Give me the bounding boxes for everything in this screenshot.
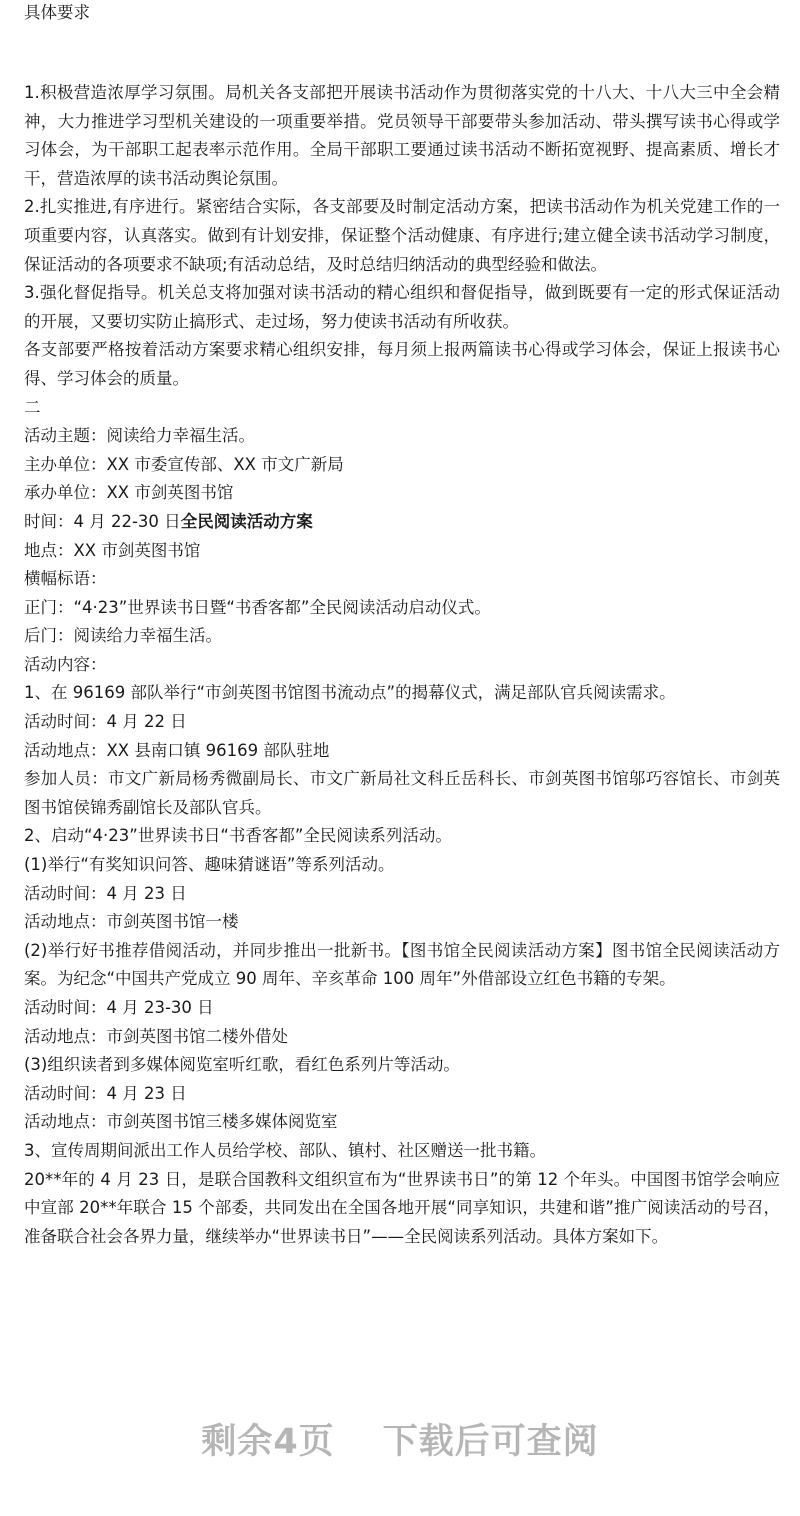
time-line — [24, 508, 780, 537]
location: 地点：XX 市剑英图书馆 — [24, 540, 201, 560]
paragraph: 活动地点：市剑英图书馆三楼多媒体阅览室 — [24, 1112, 338, 1132]
paragraph: 各支部要严格按着活动方案要求精心组织安排，每月须上报两篇读书心得或学习体会，保证上报读书心得、学习体会的质量。 — [24, 340, 780, 388]
section-number: 二 — [24, 397, 41, 417]
paragraph: 活动地点：市剑英图书馆一楼 — [24, 912, 239, 932]
download-prompt[interactable] — [0, 1414, 800, 1464]
paragraph: 3.强化督促指导。机关总支将加强对读书活动的精心组织和督促指导，做到既要有一定的形式保证活动的开展，又要切实防止搞形式、走过场，努力使读书活动有所收获。 — [24, 283, 780, 331]
paragraph: 2、启动“4·23”世界读书日“书香客都”全民阅读系列活动。 — [24, 826, 452, 846]
paragraph: 活动时间：4 月 22 日 — [24, 712, 187, 732]
document-body — [24, 79, 780, 1251]
paragraph: 2.扎实推进,有序进行。紧密结合实际，各支部要及时制定活动方案，把读书活动作为机关党建工作的一项重要内容，认真落实。做到有计划安排，保证整个活动健康、有序进行;建立健全读书活动学习制度，保证活动的各项要求不缺项;有活动总结，及时总结归纳活动的典型经验和做法。 — [24, 197, 780, 274]
banner-label: 横幅标语： — [24, 569, 107, 589]
paragraph: 活动时间：4 月 23-30 日 — [24, 998, 214, 1017]
paragraph: 活动时间：4 月 23 日 — [24, 1083, 187, 1103]
paragraph: (1)举行“有奖知识问答、趣味猜谜语”等系列活动。 — [24, 855, 395, 875]
remaining-pages-text: 剩余4页 — [201, 1422, 335, 1462]
organizer: 主办单位：XX 市委宣传部、XX 市文广新局 — [24, 454, 344, 474]
paragraph: 1.积极营造浓厚学习氛围。局机关各支部把开展读书活动作为贯彻落实党的十八大、十八大三中全会精神，大力推进学习型机关建设的一项重要举措。党员领导干部要带头参加活动、带头撰写读书心得或学习体会，为干部职工起表率示范作用。全局干部职工要通过读书活动不断拓宽视野、提高素质、增长才干，营造浓厚的读书活动舆论氛围。 — [24, 83, 780, 188]
document — [24, 0, 780, 1251]
plan-title: 全民阅读活动方案 — [180, 511, 313, 531]
paragraph: 活动时间：4 月 23 日 — [24, 883, 187, 903]
co-organizer: 承办单位：XX 市剑英图书馆 — [24, 483, 234, 503]
time-text: 时间：4 月 22-30 日 — [24, 511, 181, 531]
banner-front: 正门：“4·23”世界读书日暨“书香客都”全民阅读活动启动仪式。 — [24, 597, 491, 617]
paragraph: 活动地点：XX 县南口镇 96169 部队驻地 — [24, 740, 330, 760]
paragraph: 活动地点：市剑英图书馆二楼外借处 — [24, 1026, 288, 1046]
paragraph: 参加人员：市文广新局杨秀微副局长、市文广新局社文科丘岳科长、市剑英图书馆邬巧容馆长、市剑英图书馆侯锦秀副馆长及部队官兵。 — [24, 769, 780, 817]
paragraph: 3、宣传周期间派出工作人员给学校、部队、镇村、社区赠送一批书籍。 — [24, 1140, 546, 1160]
activity-theme: 活动主题：阅读给力幸福生活。 — [24, 426, 255, 446]
paragraph: (3)组织读者到多媒体阅览室听红歌，看红色系列片等活动。 — [24, 1055, 460, 1075]
banner-back: 后门：阅读给力幸福生活。 — [24, 626, 222, 646]
paragraph: 1、在 96169 部队举行“市剑英图书馆图书流动点”的揭幕仪式，满足部队官兵阅读需求。 — [24, 683, 676, 703]
content-label: 活动内容： — [24, 654, 107, 674]
paragraph: 20**年的 4 月 23 日，是联合国教科文组织宣布为“世界读书日”的第 12 个年头。中国图书馆学会响应中宣部 20**年联合 15 个部委，共同发出在全国各地开展“同享知识，共建和谐”推广阅读活动的号召，准备联合社会各界力量，继续举办“世界读书日”——全民阅读系列活动。具体方案如下。 — [24, 1169, 780, 1246]
download-to-view-text: 下载后可查阅 — [382, 1422, 599, 1462]
paragraph: (2)举行好书推荐借阅活动，并同步推出一批新书。【图书馆全民阅读活动方案】图书馆全民阅读活动方案。为纪念“中国共产党成立 90 周年、辛亥革命 100 周年”外借部设立红色书籍的专架。 — [24, 940, 780, 989]
section-heading: 具体要求 — [24, 3, 90, 22]
